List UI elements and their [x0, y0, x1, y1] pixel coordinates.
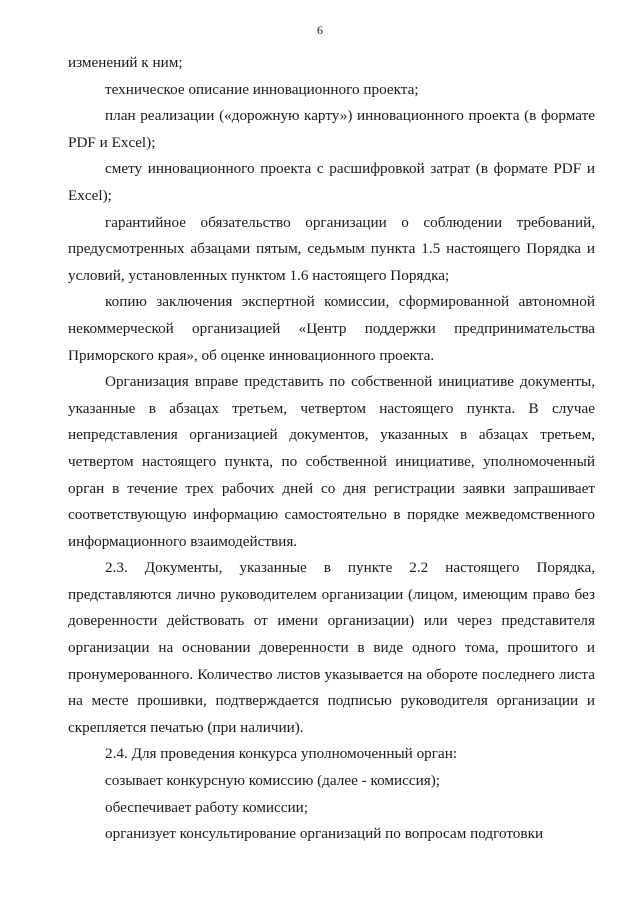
- paragraph-organizes-consulting: организует консультирование организаций по вопросам подготовки: [105, 825, 544, 843]
- document-body: [68, 50, 595, 848]
- paragraph-section-2-4: 2.4. Для проведения конкурса уполномоченный орган:: [105, 745, 458, 763]
- paragraph-cost-estimate: смету инновационного проекта с расшифровкой затрат (в формате PDF и Excel);: [68, 160, 595, 204]
- paragraph-technical-description: техническое описание инновационного проекта;: [105, 80, 419, 98]
- page-number: 6: [317, 23, 323, 37]
- paragraph-roadmap: план реализации («дорожную карту») инновационного проекта (в формате PDF и Excel);: [68, 107, 595, 151]
- paragraph-ensures-work: обеспечивает работу комиссии;: [105, 798, 309, 816]
- paragraph-convenes-commission: созывает конкурсную комиссию (далее - комиссия);: [105, 772, 441, 790]
- paragraph-guarantee-obligation: гарантийное обязательство организации о соблюдении требований, предусмотренных абзацами пятым, седьмым пункта 1.5 настоящего Порядка и условий, установленных пунктом 1.6 настоящего Порядка;: [68, 213, 595, 284]
- paragraph-section-2-3: 2.3. Документы, указанные в пункте 2.2 настоящего Порядка, представляются лично руководителем организации (лицом, имеющим право без доверенности действовать от имени организации) или через представителя организации на основании доверенности в виде одного тома, прошитого и пронумерованного. Количество листов указывается на обороте последнего листа на месте прошивки, подтверждается подписью руководителя организации и скрепляется печатью (при наличии).: [68, 559, 595, 736]
- paragraph-own-initiative: Организация вправе представить по собственной инициативе документы, указанные в абзацах третьем, четвертом настоящего пункта. В случае непредставления организацией документов, указанных в абзацах третьем, четвертом настоящего пункта, по собственной инициативе, уполномоченный орган в течение трех рабочих дней со дня регистрации заявки запрашивает соответствующую информацию самостоятельно в порядке межведомственного информационного взаимодействия.: [68, 373, 595, 550]
- paragraph-expert-conclusion: копию заключения экспертной комиссии, сформированной автономной некоммерческой организацией «Центр поддержки предпринимательства Приморского края», об оценке инновационного проекта.: [68, 293, 595, 364]
- paragraph-changes-tail: изменений к ним;: [68, 54, 183, 71]
